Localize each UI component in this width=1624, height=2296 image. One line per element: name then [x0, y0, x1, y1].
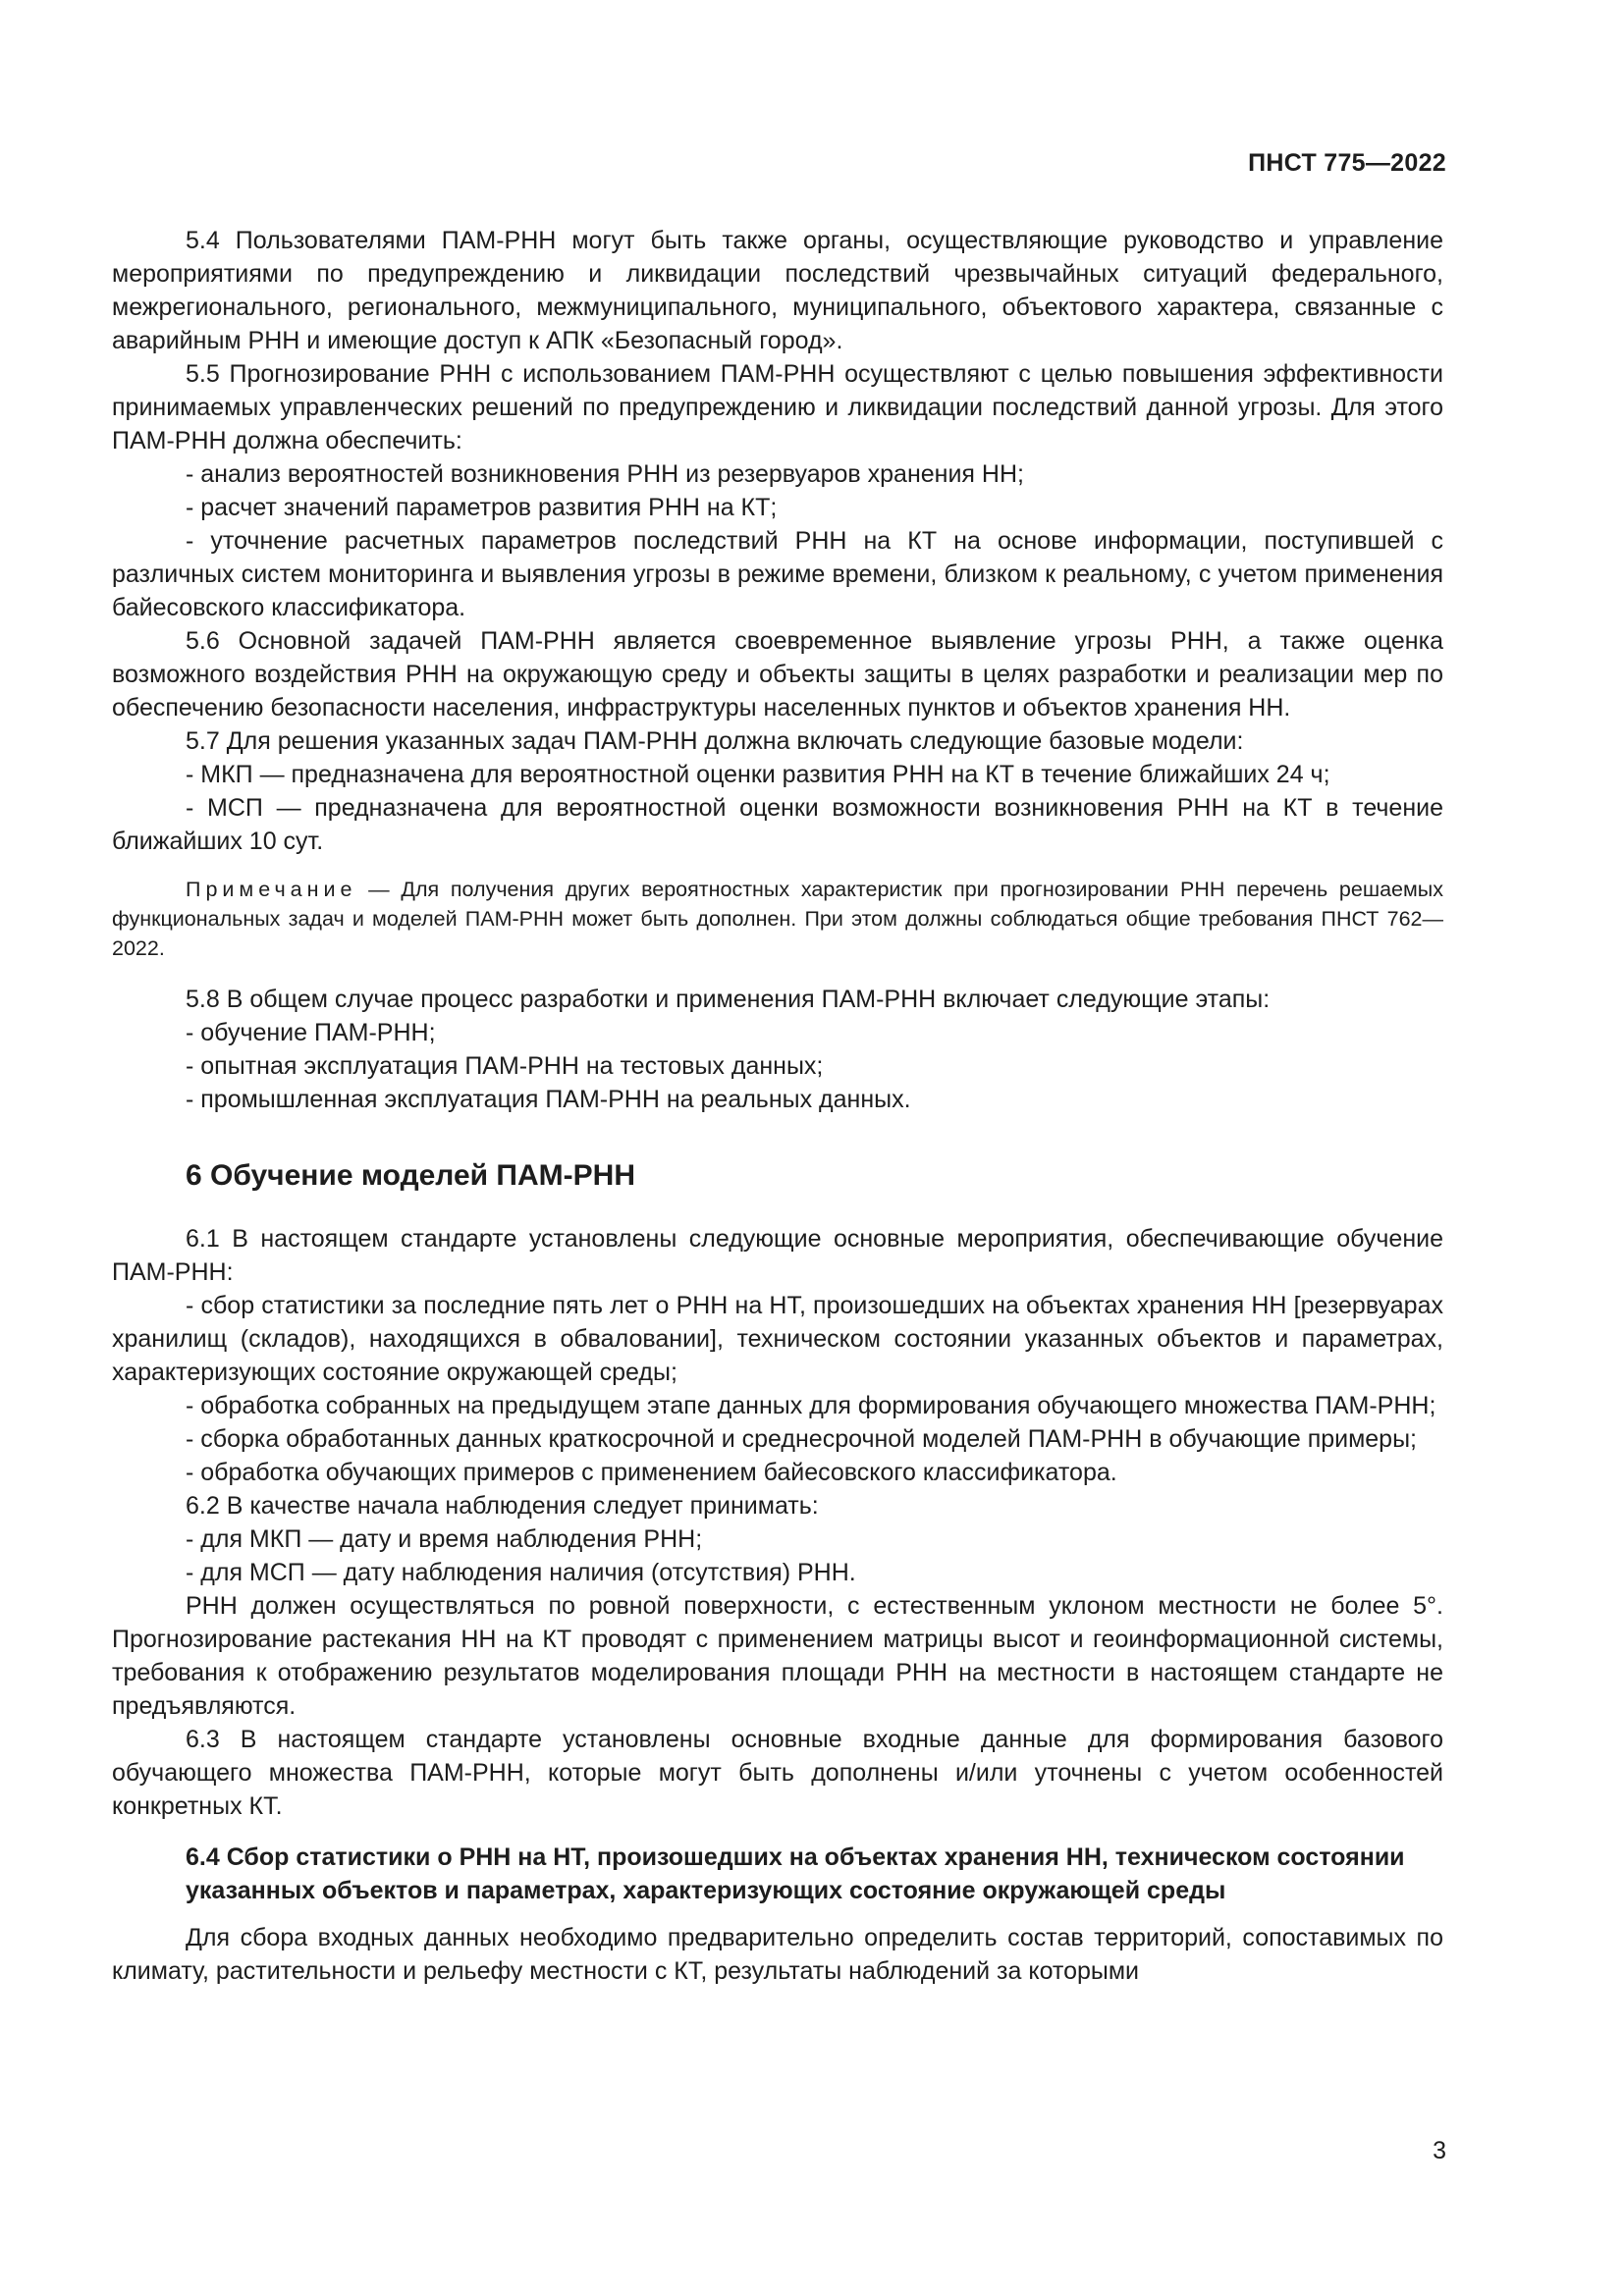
paragraph-6-2: 6.2 В качестве начала наблюдения следует принимать: [186, 1492, 819, 1520]
paragraph-6-2-text: РНН должен осуществляться по ровной поверхности, с естественным уклоном местности не более 5°. Прогнозирование растекания НН на КТ проводят с применением матрицы высот и геоинформационной системы, требования к отображению результатов моделирования площади РНН на местности в настоящем стандарте не предъявляются. [112, 1592, 1443, 1720]
paragraph-5-6: 5.6 Основной задачей ПАМ-РНН является своевременное выявление угрозы РНН, а также оценка возможного воздействия РНН на окружающую среду и объекты защиты в целях разработки и реализации мер по обеспечению безопасности населения, инфраструктуры населенных пунктов и объектов хранения НН. [112, 627, 1443, 721]
document-id-header: ПНСТ 775—2022 [1248, 149, 1446, 177]
list-item: - МСП — предназначена для вероятностной оценки возможности возникновения РНН на КТ в течение ближайших 10 сут. [112, 794, 1443, 855]
paragraph-6-4: Для сбора входных данных необходимо предварительно определить состав территорий, сопоставимых по климату, растительности и рельефу местности с КТ, результаты наблюдений за которыми [112, 1924, 1443, 1985]
document-body [112, 224, 1443, 1988]
list-item: - промышленная эксплуатация ПАМ-РНН на реальных данных. [186, 1086, 911, 1113]
subsection-heading-6-4: 6.4 Сбор статистики о РНН на НТ, произошедших на объектах хранения НН, техническом состоянии указанных объектов и параметрах, характеризующих состояние окружающей среды [186, 1843, 1405, 1904]
list-item: - расчет значений параметров развития РНН на КТ; [186, 494, 778, 521]
section-heading-6: 6 Обучение моделей ПАМ-РНН [186, 1159, 635, 1192]
list-item: - анализ вероятностей возникновения РНН из резервуаров хранения НН; [186, 460, 1024, 488]
paragraph-6-1: 6.1 В настоящем стандарте установлены следующие основные мероприятия, обеспечивающие обучение ПАМ-РНН: [112, 1225, 1443, 1286]
list-item: - сборка обработанных данных краткосрочной и среднесрочной моделей ПАМ-РНН в обучающие примеры; [186, 1425, 1418, 1453]
list-item: - для МСП — дату наблюдения наличия (отсутствия) РНН. [186, 1559, 856, 1586]
list-item: - обработка собранных на предыдущем этапе данных для формирования обучающего множества ПАМ-РНН; [186, 1392, 1436, 1419]
list-item: - уточнение расчетных параметров последствий РНН на КТ на основе информации, поступившей с различных систем мониторинга и выявления угрозы в режиме времени, близком к реальному, с учетом применения байесовского классификатора. [112, 527, 1443, 621]
note [112, 875, 1443, 963]
paragraph-5-8: 5.8 В общем случае процесс разработки и применения ПАМ-РНН включает следующие этапы: [186, 986, 1271, 1013]
note-text: — Для получения других вероятностных характеристик при прогнозировании РНН перечень решаемых функциональных задач и моделей ПАМ-РНН может быть дополнен. При этом должны соблюдаться общие требования ПНСТ 762—2022. [112, 878, 1443, 960]
list-item: - опытная эксплуатация ПАМ-РНН на тестовых данных; [186, 1052, 824, 1080]
list-item: - сбор статистики за последние пять лет о РНН на НТ, произошедших на объектах хранения НН [резервуарах хранилищ (складов), находящихся в обваловании], техническом состоянии указанных объектов и параметрах, характеризующих состояние окружающей среды; [112, 1292, 1443, 1386]
list-item: - для МКП — дату и время наблюдения РНН; [186, 1525, 703, 1553]
paragraph-6-3: 6.3 В настоящем стандарте установлены основные входные данные для формирования базового обучающего множества ПАМ-РНН, которые могут быть дополнены и/или уточнены с учетом особенностей конкретных КТ. [112, 1726, 1443, 1820]
note-label: Примечание [186, 878, 357, 901]
list-item: - обработка обучающих примеров с применением байесовского классификатора. [186, 1459, 1117, 1486]
paragraph-5-4: 5.4 Пользователями ПАМ-РНН могут быть также органы, осуществляющие руководство и управление мероприятиями по предупреждению и ликвидации последствий чрезвычайных ситуаций федерального, межрегионального, регионального, межмуниципального, муниципального, объектового характера, связанные с аварийным РНН и имеющие доступ к АПК «Безопасный город». [112, 227, 1443, 354]
page-number: 3 [1433, 2137, 1446, 2164]
paragraph-5-5: 5.5 Прогнозирование РНН с использованием ПАМ-РНН осуществляют с целью повышения эффективности принимаемых управленческих решений по предупреждению и ликвидации последствий данной угрозы. Для этого ПАМ-РНН должна обеспечить: [112, 360, 1443, 454]
paragraph-5-7: 5.7 Для решения указанных задач ПАМ-РНН должна включать следующие базовые модели: [186, 727, 1244, 755]
list-item: - МКП — предназначена для вероятностной оценки развития РНН на КТ в течение ближайших 24 ч; [186, 761, 1330, 788]
list-item: - обучение ПАМ-РНН; [186, 1019, 436, 1046]
